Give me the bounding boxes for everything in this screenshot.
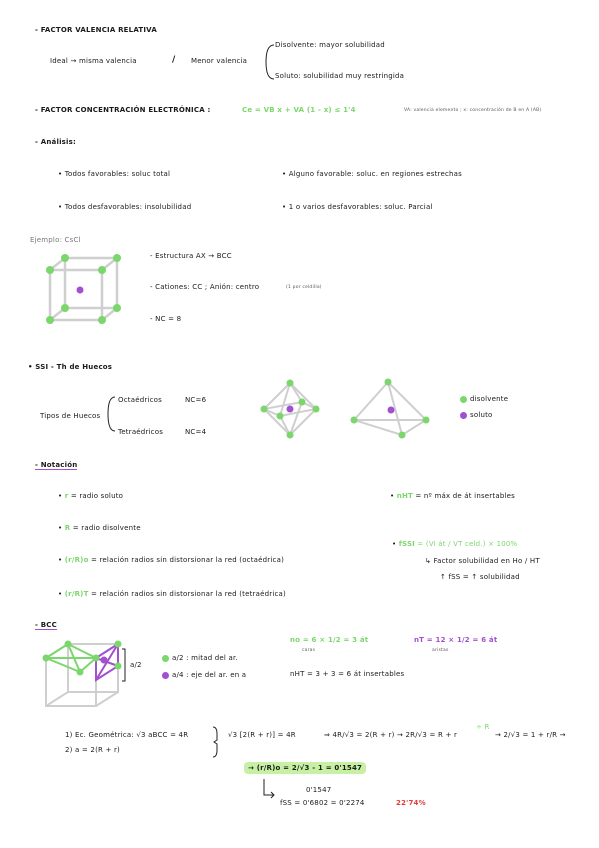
bcc-mitad: a/2 : mitad del ar. [172,654,238,662]
tetraedricos-nc: NC=4 [185,428,207,436]
soluto-text: Soluto: solubilidad muy restringida [275,72,405,80]
slash-separator: / [172,55,176,65]
notacion-item-ro: • (r/R)o = relación radios sin distorsionar la red (octaédrica) [58,556,285,564]
notacion-right-fssi: • fSSI = (Vi át / VT celd.) × 100% [392,540,518,548]
bcc-nt-sub: aristas [432,648,449,653]
sym-ro: (r/R)o [64,556,89,564]
notacion-item-r: • r = radio soluto [58,492,124,500]
notacion-right-solub: ↑ fSS = ↑ solubilidad [440,573,520,581]
analisis-title: - Análisis: [35,138,76,146]
notacion-right-factor: ↳ Factor solubilidad en Ho / HT [425,557,540,565]
bcc-eq4: ⇒ 4R/√3 = 2(R + r) → 2R/√3 = R + r [324,731,458,739]
text-rt: = relación radios sin distorsionar la red (tetraédrica) [88,590,286,598]
huecos-title: • SSI - Th de Huecos [28,363,113,371]
bcc-eje: a/4 : eje del ar. en a [172,671,247,679]
analisis-item-4: • 1 o varios desfavorables: soluc. Parcial [282,203,433,211]
bcc-eq5: → 2/√3 = 1 + r/R → [495,731,566,739]
sym-rt: (r/R)T [64,590,89,598]
bcc-no: no = 6 × 1/2 = 3 át [290,636,369,644]
bcc-title-text: - BCC [35,621,57,629]
ideal-text: Ideal → misma valencia [50,57,137,65]
bcc-green-dot [162,655,169,662]
bcc-eq7: fSS = 0'6802 = 0'2274 [280,799,365,807]
bcc-eq7-num: 0'1547 [306,786,332,794]
bcc-arrow-label: ÷ R [476,723,490,731]
bcc-brace [212,726,218,758]
bcc-purple-dot [162,672,169,679]
electronica-note: VA: valencia elemento ; x: concentración de B en A (AB) [404,108,542,113]
octahedron-diagram [258,380,328,440]
analisis-item-1: • Todos favorables: soluc total [58,170,171,178]
brace-huecos [105,396,117,432]
factor-valencia-title: - FACTOR VALENCIA RELATIVA [35,26,157,34]
sym-R: R [64,524,71,532]
bcc-no-sub: caras [302,648,316,653]
text-ro: = relación radios sin distorsionar la red (octaédrica) [88,556,285,564]
factor-electronica-title: - FACTOR CONCENTRACIÓN ELECTRÓNICA : [35,106,211,114]
notacion-item-R: • R = radio disolvente [58,524,141,532]
bcc-a2-label: a/2 [130,661,142,669]
text-R: = radio disolvente [70,524,141,532]
notacion-item-rt: • (r/R)T = relación radios sin distorsionar la red (tetraédrica) [58,590,286,598]
menor-valencia-text: Menor valencia [191,57,248,65]
legend-soluto-dot [460,412,467,419]
ejemplo-note: (1 por celdilla) [286,285,322,290]
bcc-eq3: √3 [2(R + r)] = 4R [228,731,296,739]
bcc-result-arrow [262,778,276,798]
bcc-eq1: 1) Ec. Geométrica: √3 aBCC = 4R [65,731,189,739]
octaedricos-label: Octaédricos [118,396,162,404]
notacion-right-nht: • nHT = nº máx de át insertables [390,492,515,500]
sym-fssi: fSSI [398,540,415,548]
ejemplo-title: Ejemplo: CsCl [30,236,81,244]
bcc-eq2: 2) a = 2(R + r) [65,746,120,754]
disolvente-text: Disolvente: mayor solubilidad [275,41,385,49]
text-r: = radio soluto [68,492,124,500]
legend-disolvente: disolvente [470,395,509,403]
analisis-item-3: • Todos desfavorables: insolubilidad [58,203,192,211]
tetraedricos-label: Tetraédricos [118,428,164,436]
analisis-item-2: • Alguno favorable: soluc. en regiones estrechas [282,170,462,178]
bcc-title [35,621,57,629]
bcc-nt: nT = 12 × 1/2 = 6 át [414,636,498,644]
bcc-pct: 22'74% [396,799,426,807]
ejemplo-line-3: - NC = 8 [150,315,182,323]
sym-r: r [64,492,69,500]
bcc-eq6-text: → (r/R)o = 2/√3 - 1 = 0'1547 [244,762,366,774]
sym-nht: nHT [396,492,413,500]
legend-soluto: soluto [470,411,493,419]
notacion-title-text: - Notación [35,461,78,469]
bcc-nht: nHT = 3 + 3 = 6 át insertables [290,670,405,678]
text-fssi: = (Vi át / VT celd.) × 100% [414,540,518,548]
tipos-huecos-label: Tipos de Huecos [40,412,101,420]
notacion-title [35,461,77,469]
ejemplo-line-2: - Cationes: CC ; Anión: centro [150,283,260,291]
legend-disolvente-dot [460,396,467,403]
cscl-cube-diagram [40,250,130,330]
text-nht: = nº máx de át insertables [412,492,515,500]
a2-brace [121,648,127,682]
bcc-cube-diagram [40,636,125,716]
tetrahedron-diagram [348,378,433,440]
ejemplo-line-1: - Estructura AX → BCC [150,252,232,260]
electronica-formula: Ce = VB x + VA (1 - x) ≤ 1'4 [242,106,356,114]
bcc-eq6 [244,764,366,772]
octaedricos-nc: NC=6 [185,396,207,404]
